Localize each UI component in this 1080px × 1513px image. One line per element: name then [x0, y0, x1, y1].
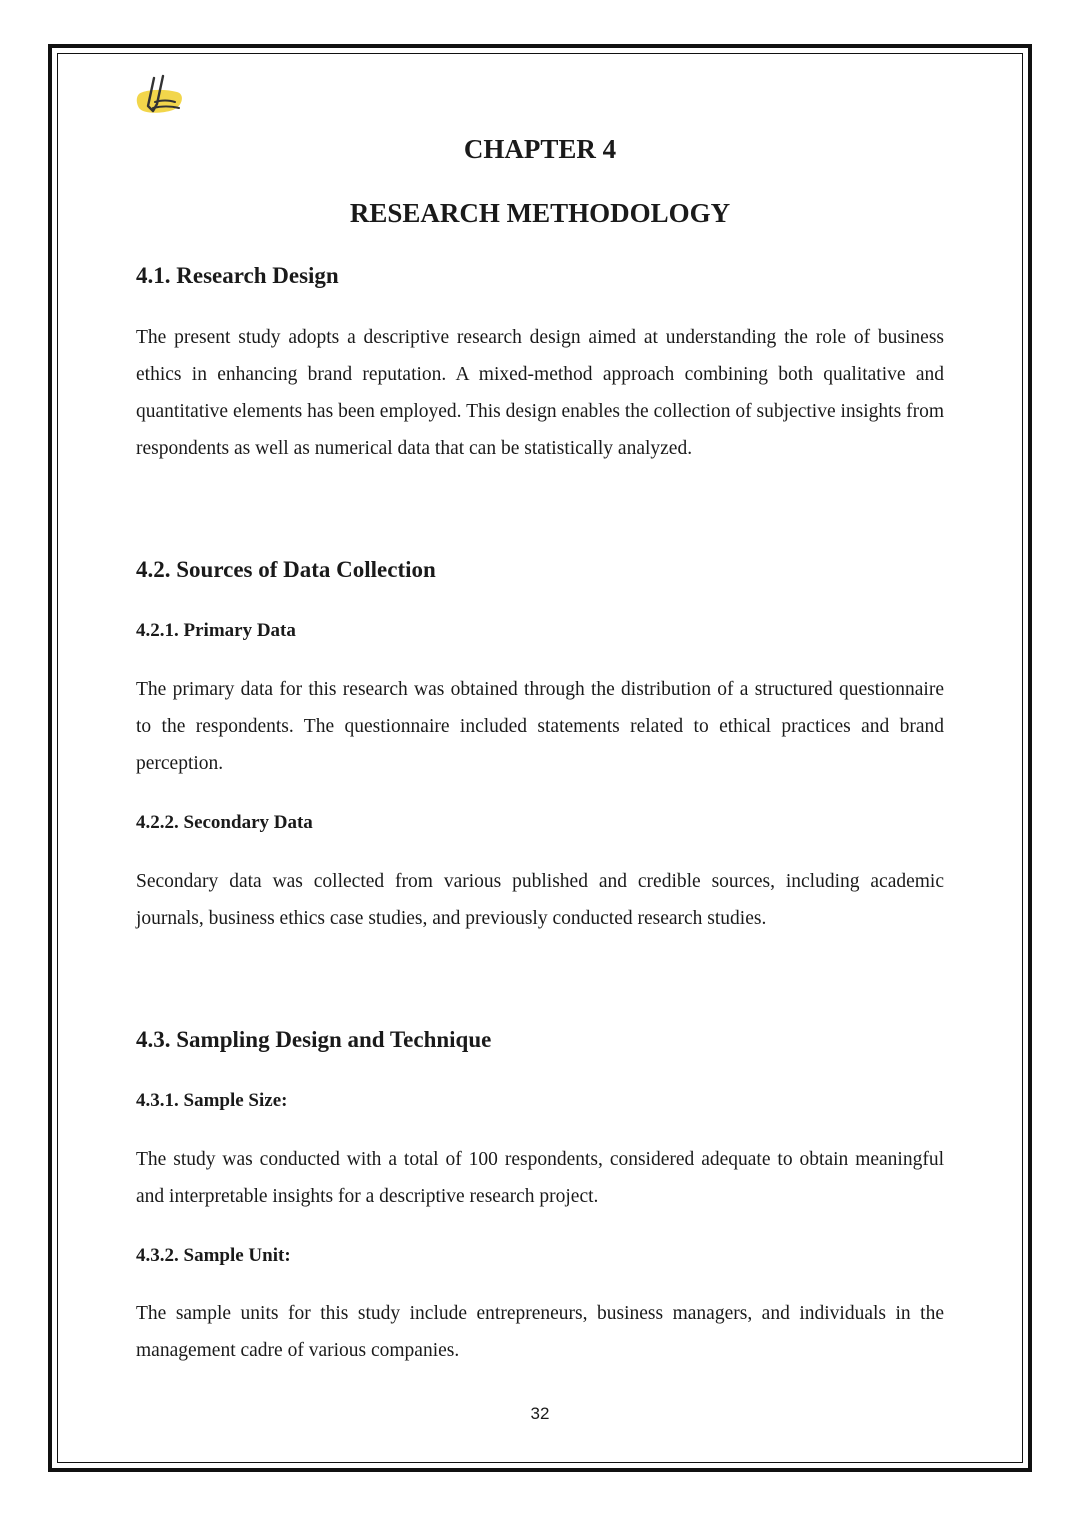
- chapter-label: CHAPTER 4: [463, 134, 617, 164]
- section-heading-research-design: 4.1. Research Design: [136, 263, 339, 288]
- pen-writing-icon: [133, 72, 189, 118]
- subsection-body-primary-data: The primary data for this research was obtained through the distribution of a structured questionnaire to the respondents. The questionnaire included statements related to ethical practices and brand perception.: [136, 679, 944, 774]
- subsection-heading-secondary-data: 4.2.2. Secondary Data: [136, 812, 313, 833]
- subsection-body-sample-size: The study was conducted with a total of 100 respondents, considered adequate to obtain meaningful and interpretable insights for a descriptive research project.: [136, 1149, 944, 1207]
- subsection-heading-sample-size: 4.3.1. Sample Size:: [136, 1090, 288, 1111]
- page-number: 32: [530, 1404, 550, 1423]
- subsection-body-sample-unit: The sample units for this study include entrepreneurs, business managers, and individuals in the management cadre of various companies.: [136, 1303, 944, 1361]
- chapter-title: RESEARCH METHODOLOGY: [349, 198, 731, 228]
- section-body-research-design: The present study adopts a descriptive research design aimed at understanding the role of business ethics in enhancing brand reputation. A mixed-method approach combining both qualitative and quantitative elements has been employed. This design enables the collection of subjective insights from respondents as well as numerical data that can be statistically analyzed.: [136, 327, 944, 459]
- subsection-body-secondary-data: Secondary data was collected from various published and credible sources, including academic journals, business ethics case studies, and previously conducted research studies.: [136, 871, 944, 929]
- subsection-heading-primary-data: 4.2.1. Primary Data: [136, 620, 296, 641]
- section-heading-data-sources: 4.2. Sources of Data Collection: [136, 557, 436, 582]
- section-heading-sampling: 4.3. Sampling Design and Technique: [136, 1027, 492, 1052]
- subsection-heading-sample-unit: 4.3.2. Sample Unit:: [136, 1245, 291, 1266]
